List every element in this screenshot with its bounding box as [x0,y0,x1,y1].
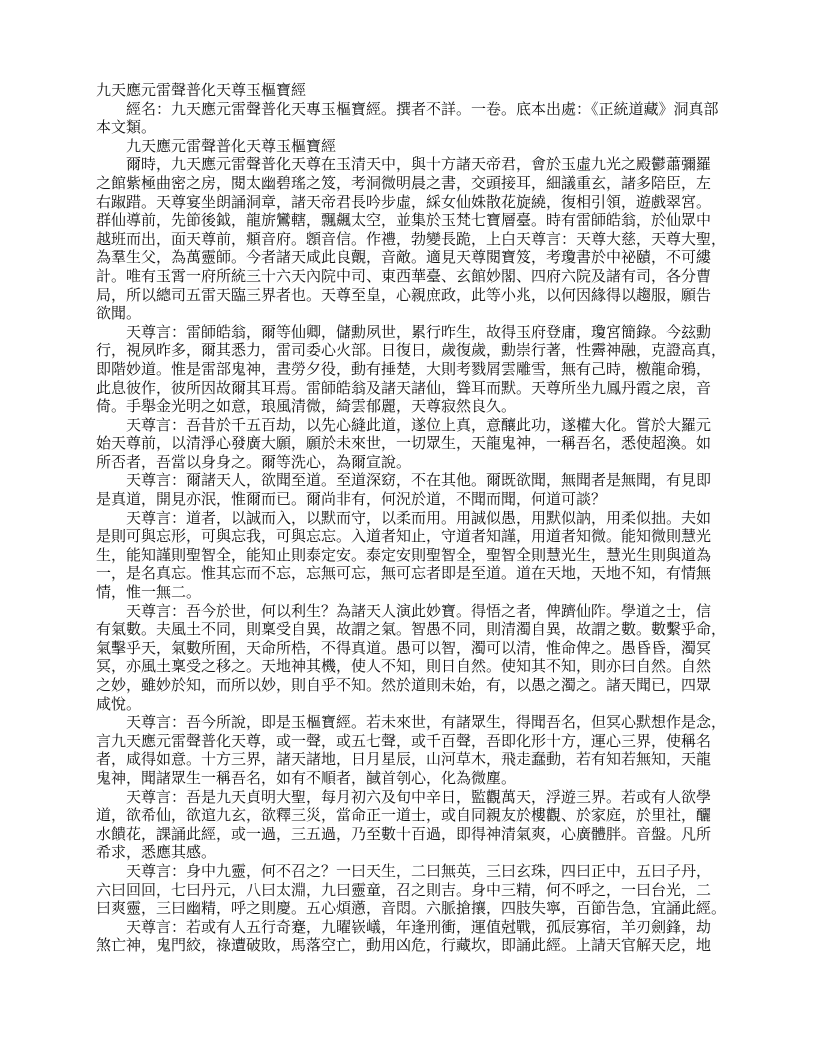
text-line: 經名：九天應元雷聲普化天專玉樞寶經。撰者不詳。一卷。底本出處：《正統道藏》洞真部 [96,101,719,118]
text-line: 天尊言：吾今於世，何以利生？為諸天人演此妙寶。得悟之者，俾躋仙阼。學道之士，信 [96,603,712,620]
text-line: 天尊言：身中九靈，何不召之？一曰天生，二曰無英，三曰玄珠，四曰正中，五曰子丹， [96,863,712,880]
text-line: 咸悅。 [96,696,142,713]
text-line: 者，咸得如意。十方三界，諸天諸地，日月星辰，山河草木，飛走蠢動，若有知若無知，天龍 [96,752,712,769]
text-line: 局，所以總司五雷天臨三界者也。天尊至皇，心親庶政，此等小兆，以何因緣得以趨服，願告 [96,287,712,304]
text-line: 之館紫極曲密之房，閱太幽碧瑤之笈，考洞微明晨之書，交頭接耳，細議重玄，諸多陪臣，左 [96,175,712,192]
text-line: 天尊言：吾是九天貞明大聖，每月初六及旬中辛日，監觀萬天，浮遊三界。若或有人欲學 [96,789,712,806]
text-line: 計。唯有玉霄一府所統三十六天內院中司、東西華臺、玄館妙閣、四府六院及諸有司，各分曹 [96,268,712,285]
text-line: 六曰回回，七曰丹元，八曰太淵，九曰靈童，召之則吉。身中三精，何不呼之，一曰台光，二 [96,882,712,899]
text-line: 所否者，吾當以身身之。爾等洗心，為爾宣說。 [96,454,412,471]
scripture-page [96,82,728,956]
text-line: 天尊言：爾諸天人，欲聞至道。至道深窈，不在其他。爾既欲聞，無聞者是無聞，有見即 [96,473,712,490]
text-line: 天尊言：吾昔於千五百劫，以先心縫此道，遂位上真，意釀此功，遂權大化。嘗於大羅元 [96,417,712,434]
text-line: 九天應元雷聲普化天尊玉樞寶經 [96,138,337,155]
text-line: 煞亡神，鬼門絞，祿遭破敗，馬落空亡，動用凶危，行藏坎，即誦此經。上請天官解天戹，地 [96,938,712,955]
text-line: 天尊言：道者，以誠而入，以默而守，以柔而用。用誠似愚，用默似訥，用柔似拙。夫如 [96,510,712,527]
text-line: 情，惟一無二。 [96,585,202,602]
text-line: 希求，悉應其感。 [96,845,217,862]
text-line: 倚。手舉金光明之如意，琅風清微，綺雲郁麗，天尊寂然良久。 [96,399,517,416]
text-line: 一，是名真忘。惟其忘而不忘，忘無可忘，無可忘者即是至道。道在天地，天地不知，有情無 [96,566,712,583]
text-line: 此息彼作，彼所因故爾其耳焉。雷師皓翁及諸天諸仙，聳耳而默。天尊所坐九鳳丹霞之扆，音 [96,380,712,397]
text-line: 為羣生父，為萬靈師。今者諸天咸此良覿，音敵。適見天尊閱寶笈，考瓊書於中祕賾，不可縷 [96,250,712,267]
text-line: 群仙導前，先節後鉞，龍旂鸞轄，飄飆太空，並集於玉梵七寶層臺。時有雷師皓翁，於仙眾中 [96,213,712,230]
text-line: 是則可與忘形，可與忘我，可與忘忘。入道者知止，守道者知謹，用道者知微。能知微則慧光 [96,529,712,546]
text-line: 本文類。 [96,120,157,137]
text-line: 爾時，九天應元雷聲普化天尊在玉清天中，與十方諸天帝君，會於玉虛九光之殿鬱蕭彌羅 [96,157,712,174]
text-line: 行，視夙昨多，爾其悉力，雷司委心火部。日復日，歲復歲，勳崇行著，性霽神融，克證高真， [96,343,727,360]
text-line: 生，能知謹則聖智全，能知止則泰定安。泰定安則聖智全，聖智全則慧光生，慧光生則與道為 [96,547,712,564]
text-line: 即階妙道。惟是雷部鬼神，晝勞夕役，動有捶楚，大則考戮屑雲雕雪，無有己時，檄龍命鴉， [96,361,712,378]
text-line: 氣擊乎天，氣數所囿，天命所梏，不得真道。愚可以智，濁可以清，惟命俾之。愚昏昏，濁冥 [96,640,712,657]
text-line: 天尊言：吾今所說，即是玉樞寶經。若未來世，有諸眾生，得聞吾名，但冥心默想作是念， [96,715,727,732]
text-line: 鬼神，聞諸眾生一稱吾名，如有不順者，馘首刳心，化為微塵。 [96,770,517,787]
text-line: 言九天應元雷聲普化天尊，或一聲，或五七聲，或千百聲，吾即化形十方，運心三界，使稱名 [96,733,712,750]
text-line: 右踧踖。天尊宴坐朗誦洞章，諸天帝君長吟步虛，綵女仙姝散花旋繞，復相引領，遊戲翠宮。 [96,194,712,211]
text-line: 越班而出，面天尊前，頫音府。顖音信。作禮，勃變長跪，上白天尊言：天尊大慈，天尊大聖， [96,231,727,248]
text-line: 有氣數。夫風土不同，則稟受自異，故謂之氣。智愚不同，則清濁自異，故謂之數。數繫乎命， [96,622,727,639]
text-line: 天尊言：若或有人五行奇蹇，九曜嵚嶬，年逢刑衝，運值尅戰，孤辰寡宿，羊刃劍鋒，劫 [96,919,712,936]
text-line: 道，欲希仙，欲逭九玄，欲釋三災，當命正一道士，或自同親友於樓觀、於家庭，於里社，釃 [96,808,712,825]
text-line: 水饋花，課誦此經，或一過，三五過，乃至數十百過，即得神清氣爽，心廣體胖。音盤。凡所 [96,826,712,843]
text-line: 是真道，開見亦泯，惟爾而已。爾尚非有，何況於道，不聞而聞，何道可談？ [96,492,607,509]
text-line: 天尊言：雷師皓翁，爾等仙卿，儲勳夙世，累行昨生，故得玉府登庸，瓊宮簡錄。今玆勳 [96,324,712,341]
text-line: 冥，亦風土稟受之移之。天地神其機，使人不知，則日自然。使知其不知，則亦曰自然。自然 [96,659,712,676]
document-title-line: 九天應元雷聲普化天尊玉樞寶經 [96,83,307,99]
text-line: 之妙，雖妙於知，而所以妙，則自乎不知。然於道則未始，有，以愚之濁之。諸天聞已，四眾 [96,678,712,694]
text-line: 欲聞。 [96,306,142,323]
text-line: 曰爽靈，三曰幽精，呼之則慶。五心煩懣，音悶。六脈搶攘，四肢失寧，百節告急，宜誦此經。 [96,901,727,918]
text-line: 始天尊前，以清淨心發廣大願，願於未來世，一切眾生，天龍鬼神，一稱吾名，悉使超渙。如 [96,436,712,453]
